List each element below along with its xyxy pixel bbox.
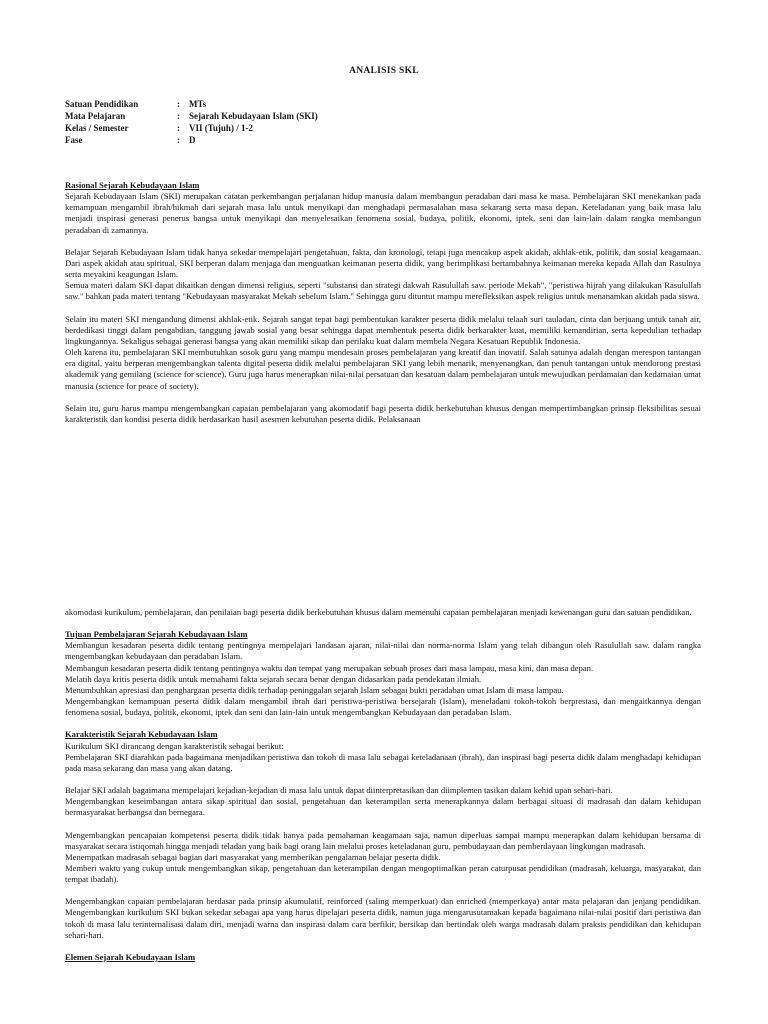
meta-colon: : (177, 99, 180, 109)
page-title: ANALISIS SKL (349, 66, 419, 76)
rasional-paragraph-7: akomodasi kurikulum, pembelajaran, dan penilaian bagi peserta didik berkebutuhan khusus dalam memenuhi capaian pembelajaran menjadi kewenangan guru dan satuan pendidikan. (65, 607, 692, 617)
rasional-section (65, 180, 701, 425)
karakteristik-paragraph-7: Mengembangkan capaian pembelajaran berdasar pada prinsip akumulatif, reinforced (saling memperkuat) dan enriched (memperkaya) antar mata pelajaran dan jenjang pendidikan. Mengembangkan kurikulum SKI bukan sekedar sebagai apa yang harus dipelajari peserta didik, namun juga mengarusutamakan kepada bagaimana nilai-nilai positif dari peristiwa dan tokoh di masa lalu terinternalisasi dalam diri, menjadi warna dan inspirasi dalam cara berfikir, bersikap dan bertindak oleh warga madrasah dalam praksis pendidikan dan kehidupan sehari-hari. (65, 896, 701, 940)
karakteristik-paragraph-6: Memberi waktu yang cukup untuk mengembangkan sikap, pengetahuan dan keterampilan dengan mengoptimalkan peran caturpusat pendidikan (madrasah, keluarga, masyarakat, dan tempat ibadah). (65, 862, 701, 885)
meta-value: D (189, 135, 196, 145)
meta-label: Satuan Pendidikan (65, 99, 139, 109)
meta-colon: : (177, 111, 180, 121)
tujuan-item: Membangun kesadaran peserta didik tentang pentingnya waktu dan tempat yang merupakan sebuah proses dari masa lampau, masa kini, dan masa depan. (65, 662, 594, 673)
meta-row-kelas (65, 122, 318, 134)
meta-value: Sejarah Kebudayaan Islam (SKI) (189, 111, 318, 121)
tujuan-item: Melatih daya kritis peserta didik untuk memahami fakta sejarah secara benar dengan didasarkan pada pendekatan ilmiah. (65, 673, 482, 684)
meta-row-fase (65, 134, 318, 146)
rasional-paragraph-2: Belajar Sejarah Kebudayaan Islam tidak hanya sekedar mempelajari pengetahuan, fakta, dan kronologi, tetapi juga mencakup aspek akidah, akhlak-etik, politik, dan sosial keagamaan. Dari aspek akidah atau spiritual, SKI berperan dalam menjaga dan menguatkan keimanan peserta didik, yang berimplikasi bertambahnya keimanan mereka kepada Allah dan Rasulnya serta meyakini keagungan Islam. (65, 246, 701, 280)
meta-label: Mata Pelajaran (65, 111, 126, 121)
karakteristik-paragraph-4: Mengembangkan pencapaian kompetensi peserta didik tidak hanya pada pemahaman keagamaan saja, namun diperluas sampai mampu menerapkan dalam kehidupan bersama di masyarakat secara istiqomah hingga menjadi teladan yang baik bagi orang lain melalui proses keteladanan guru, pembudayaan dan pemberdayaan lingkungan madrasah. (65, 829, 701, 851)
karakteristik-paragraph-2: Belajar SKI adalah bagaimana mempelajari kejadian-kejadian di masa lalu untuk dapat diinterpretasikan dan diimplemen tasikan dalam kehid upan sehari-hari. (65, 785, 613, 796)
karakteristik-heading: Karakteristik Sejarah Kebudayaan Islam (65, 729, 218, 740)
tujuan-heading: Tujuan Pembelajaran Sejarah Kebudayaan Islam (65, 629, 248, 640)
rasional-continuation (65, 607, 701, 963)
meta-value: VII (Tujuh) / 1-2 (189, 123, 253, 133)
meta-label: Kelas / Semester (65, 123, 129, 133)
rasional-paragraph-1: Sejarah Kebudayaan Islam (SKI) merupakan catatan perkembangan perjalanan hidup manusia dalam membangun peradaban dari masa ke masa. Pembelajaran SKI menekankan pada kemampuan mengambil ibrah/hikmah dari sejarah masa lalu untuk menyikapi dan menghadapi permasalahan masa sekarang serta masa depan. Keteladanan yang baik masa lalu menjadi inspirasi generasi penerus bangsa untuk menyikapi dan menyelesaikan fenomena sosial, budaya, politik, ekonomi, iptek, seni dan lain-lain dalam rangka membangun peradaban di zamannya. (65, 191, 701, 235)
tujuan-item: Mengembangkan kemampuan peserta didik dalam mengambil ibrah dari peristiwa-peristiwa bersejarah (Islam), meneladani tokoh-tokoh berprestasi, dan mengaitkannya dengan fenomena sosial, budaya, politik, ekonomi, iptek dan seni dan lain-lain untuk mengembangkan Kebudayaan dan peradaban Islam. (65, 696, 701, 718)
rasional-paragraph-4: Selain itu materi SKI mengandung dimensi akhlak-etik. Sejarah sangat tepat bagi pembentukan karakter peserta didik melalui telaah suri tauladan, cinta dan berjuang untuk tanah air, berdedikasi tinggi dalam pengabdian, tanggung jawab sosial yang besar sehingga dapat membentuk peserta didik berkarakter kuat, memiliki kemandirian, serta kepedulian terhadap lingkungannya. Sekaligus sebagai generasi bangsa yang akan memiliki sikap dan perilaku kuat dalam membela Negara Kesatuan Republik Indonesia. (65, 313, 701, 346)
rasional-paragraph-3: Semua materi dalam SKI dapat dikaitkan dengan dimensi religius, seperti "substansi dan strategi dakwah Rasulullah saw. periode Mekah", "peristiwa hijrah yang dilakukan Rasulullah saw." bahkan pada materi tentang "Kebudayaan masyarakat Mekah sebelum Islam." Sehingga guru dituntut mampu merefleksikan aspek religius untuk menanamkan akidah pada siswa. (65, 280, 701, 302)
karakteristik-paragraph-5: Menempatkan madrasah sebagai bagian dari masyarakat yang memberikan pengalaman belajar peserta didik. (65, 851, 441, 862)
identity-table (65, 98, 318, 146)
meta-row-mapel (65, 110, 318, 122)
meta-colon: : (177, 135, 180, 145)
meta-label: Fase (65, 135, 83, 145)
meta-colon: : (177, 123, 180, 133)
tujuan-item: Menumbuhkan apresiasi dan penghargaan peserta didik terhadap peninggalan sejarah Islam sebagai bukti peradaban umat Islam di masa lampau. (65, 684, 564, 695)
tujuan-item: Membangun kesadaran peserta didik tentang pentingnya mempelajari landasan ajaran, nilai-nilai dan norma-norma Islam yang telah dibangun oleh Rasulullah saw. dalam rangka mengembangkan kebudayaan dan peradaban Islam. (65, 640, 701, 662)
elemen-heading: Elemen Sejarah Kebudayaan Islam (65, 951, 196, 962)
karakteristik-paragraph-1: Pembelajaran SKI diarahkan pada bagaimana menjadikan peristiwa dan tokoh di masa lalu sebagai keteladanaan (ibrah), dan inspirasi bagi peserta didik dalam menghadapi kehidupan pada masa sekarang dan masa yang akan datang. (65, 751, 701, 773)
rasional-paragraph-5: Oleh karena itu, pembelajaran SKI membutuhkan sosok guru yang mampu mendesain proses pembelajaran yang kreatif dan inovatif. Salah satunya adalah dengan merespon tantangan era digital, yaitu berperan mengembangkan talenta digital peserta didik melalui pembelajaran SKI yang lebih menarik, menyenangkan, dan penuh tantangan untuk mendorong prestasi akademik yang gemilang (science for science). Guru juga harus menerapkan nilai-nilai persatuan dan kesatuan dalam pembelajaran untuk mewujudkan perdamaian dan kedamaian umat manusia (science for peace of society). (65, 347, 701, 391)
karakteristik-intro: Kurikulum SKI dirancang dengan karakteristik sebagai berikut: (65, 740, 284, 751)
meta-row-satuan (65, 98, 318, 110)
rasional-paragraph-6: Selain itu, guru harus mampu mengembangkan capaian pembelajaran yang akomodatif bagi peserta didik berkebutuhan khusus dengan mempertimbangkan prinsip fleksibilitas sesuai karakteristik dan kondisi peserta didik berdasarkan hasil asesmen kebutuhan peserta didik. Pelaksanaan (65, 402, 701, 424)
karakteristik-paragraph-3: Mengembangkan keseimbangan antara sikap spiritual dan sosial, pengetahuan dan keterampilan serta menerapkannya dalam berbagai situasi di madrasah dan dalam kehidupan bermasyarakat berbangsa dan bernegara. (65, 796, 701, 818)
rasional-heading: Rasional Sejarah Kebudayaan Islam (65, 180, 200, 190)
meta-value: MTs (189, 99, 207, 109)
